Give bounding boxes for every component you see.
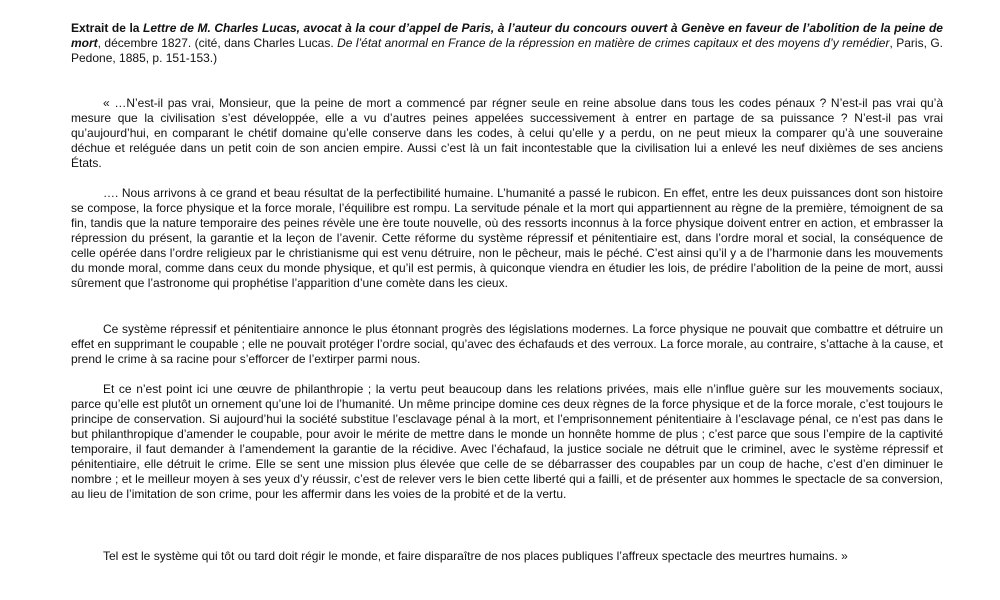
paragraph-1: « …N’est-il pas vrai, Monsieur, que la peine de mort a commencé par régner seule en reine absolue dans tous les codes pénaux ? N’est-il pas vrai qu’à mesure que la civilisation s’est développée, elle a vu d’autres peines appelées successivement à entrer en partage de sa puissance ? N’est-il pas vrai qu’aujourd’hui, en comparant le chétif domaine qu’elle conserve dans les codes, à celui qu’elle y a perdu, on ne peut mieux la comparer qu’à une souveraine déchue et reléguée dans un petit coin de son ancien empire. Aussi c’est là un fait incontestable que la civilisation lui a enlevé les neuf dixièmes de ses anciens États.	[71, 96, 943, 170]
paragraph-2: …. Nous arrivons à ce grand et beau résultat de la perfectibilité humaine. L’humanité a passé le rubicon. En effet, entre les deux puissances dont son histoire se compose, la force physique et la force morale, l’équilibre est rompu. La servitude pénale et la mort qui appartiennent au règne de la première, témoignent de sa fin, tandis que la nature temporaire des peines révèle une ère toute nouvelle, où des ressorts inconnus à la force physique doivent entrer en action, et embrasser la répression du présent, la garantie et la leçon de l’avenir. Cette réforme du système répressif et pénitentiaire est, dans l’ordre moral et social, la conséquence de celle opérée dans l’ordre religieux par le christianisme qui est venu détruire, non le pêcheur, mais le péché. C’est ainsi qu’il y a de l’harmonie dans les mouvements du monde moral, comme dans ceux du monde physique, et qu’il est permis, à quiconque viendra en étudier les lois, de prédire l’abolition de la peine de mort, aussi sûrement que l’astronome qui prophétise l’apparition d’une comète dans les cieux.	[71, 186, 943, 290]
letter-title: Lettre de M. Charles Lucas, avocat à la cour d’appel de Paris, à l’auteur du concours ouvert à Genève en faveur de l’abolition de la peine de mort	[71, 21, 943, 50]
paragraph-3: Ce système répressif et pénitentiaire annonce le plus étonnant progrès des législations modernes. La force physique ne pouvait que combattre et détruire un effet en supprimant le coupable ; elle ne pouvait protéger l’ordre social, qu’avec des échafauds et des verroux. La force morale, au contraire, s’attache à la cause, et prend le crime à sa racine pour s’efforcer de l’extirper parmi nous.	[71, 322, 943, 366]
paragraph-5: Tel est le système qui tôt ou tard doit régir le monde, et faire disparaître de nos places publiques l’affreux spectacle des meurtres humains. »	[103, 549, 848, 563]
source-book-title: De l’état anormal en France de la répression en matière de crimes capitaux et des moyens d’y remédier	[337, 36, 890, 50]
citation-date: , décembre 1827. (cité, dans Charles Lucas.	[97, 36, 338, 50]
paragraph-4: Et ce n’est point ici une œuvre de philanthropie ; la vertu peut beaucoup dans les relations privées, mais elle n’influe guère sur les mouvements sociaux, parce qu’elle est plutôt un ornement qu’une loi de l’humanité. Un même principe domine ces deux règnes de la force physique et de la force morale, c’est toujours le principe de conservation. Si aujourd’hui la société substitue l’esclavage pénal à la mort, et l’emprisonnement pénitentiaire à l’esclavage pénal, ce n’est pas dans le but philanthropique d’amender le coupable, pour avoir le mérite de mettre dans le monde un honnête homme de plus ; c’est parce que sous l’empire de la captivité temporaire, il faut demander à l’amendement la garantie de la récidive. Avec l’échafaud, la justice sociale ne détruit que le criminel, avec le système répressif et pénitentiaire, elle détruit le crime. Elle se sent une mission plus élevée que celle de se débarrasser des coupables par un coup de hache, c’est d’en diminuer le nombre ; et le meilleur moyen à ses yeux d’y réussir, c’est de relever vers le bien cette liberté qui a failli, et de présenter aux hommes le spectacle de sa conversion, au lieu de l’imitation de son crime, pour les affermir dans les voies de la probité et de la vertu.	[71, 382, 943, 501]
citation-lead: Extrait de la	[71, 21, 144, 35]
citation-publication: , Paris, G. Pedone, 1885, p. 151-153.)	[71, 36, 944, 65]
source-citation	[71, 21, 943, 66]
